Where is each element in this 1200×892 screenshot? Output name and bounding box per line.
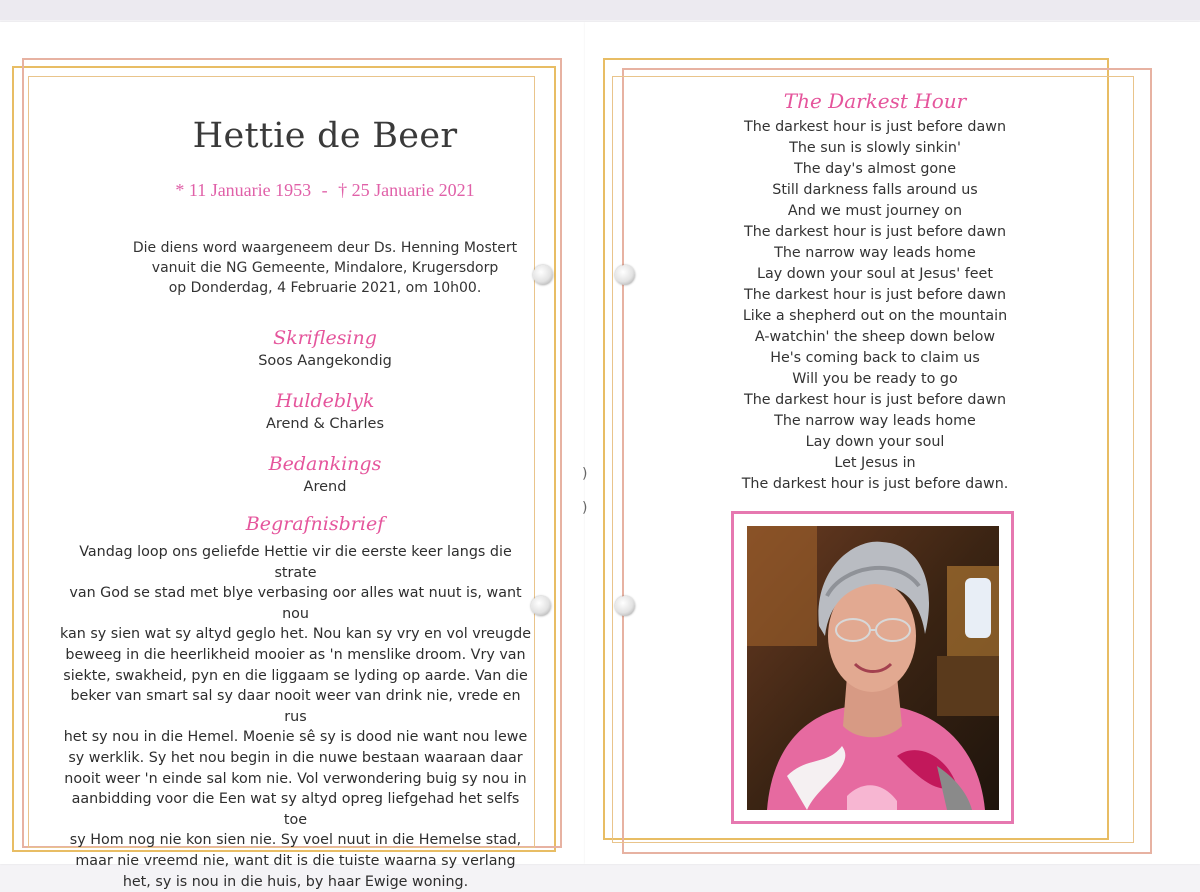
letter-line: beker van smart sal sy daar nooit weer van drink nie, vrede en rus xyxy=(70,688,521,725)
staple-mark: ) xyxy=(582,466,588,482)
poem-line: The darkest hour is just before dawn xyxy=(743,119,1007,135)
letter-line: het, sy is nou in die huis, by haar Ewige woning. xyxy=(122,873,469,890)
section-heading-huldeblyk: Huldeblyk xyxy=(275,390,375,412)
binding-hole xyxy=(533,265,553,285)
letter-line: van God se stad met blye verbasing oor alles wat nuut is, want nou xyxy=(69,585,522,622)
poem-line: The darkest hour is just before dawn xyxy=(743,392,1007,408)
letter-line: het sy nou in die Hemel. Moenie sê sy is dood nie want nou lewe xyxy=(63,729,528,746)
letter-line: kan sy sien wat sy altyd geglo het. Nou kan sy vry en vol vreugde xyxy=(59,626,532,643)
poem-line: A-watchin' the sheep down below xyxy=(754,329,996,345)
poem-line: Lay down your soul xyxy=(805,434,945,450)
service-line: Die diens word waargeneem deur Ds. Henning Mostert xyxy=(132,240,518,256)
poem-line: The darkest hour is just before dawn xyxy=(743,287,1007,303)
portrait-illustration xyxy=(747,526,999,810)
poem-line: The darkest hour is just before dawn. xyxy=(741,476,1009,492)
funeral-letter xyxy=(58,542,533,892)
deceased-name: Hettie de Beer xyxy=(192,116,458,156)
section-value-huldeblyk: Arend & Charles xyxy=(265,416,385,432)
section-value-bedankings: Arend xyxy=(303,479,347,495)
letter-line: sy Hom nog nie kon sien nie. Sy voel nuut in die Hemelse stad, xyxy=(69,832,522,849)
binding-hole xyxy=(531,596,551,616)
letter-line: nooit weer 'n einde sal kom nie. Vol verwondering buig sy nou in xyxy=(64,770,527,787)
section-heading-bedankings: Bedankings xyxy=(268,453,382,475)
poem-line: Will you be ready to go xyxy=(792,371,958,387)
poem-line: Like a shepherd out on the mountain xyxy=(742,308,1008,324)
letter-line: beweeg in die heerlikheid mooier as 'n menslike droom. Vry van xyxy=(65,646,526,663)
binding-hole xyxy=(615,265,635,285)
letter-line: siekte, swakheid, pyn en die liggaam se lyding op aarde. Van die xyxy=(63,667,528,684)
poem-line: The narrow way leads home xyxy=(774,413,976,429)
letter-line: Vandag loop ons geliefde Hettie vir die eerste keer langs die strate xyxy=(79,544,512,581)
life-dates xyxy=(60,180,590,201)
service-line: vanuit die NG Gemeente, Mindalore, Krugersdorp xyxy=(151,260,499,276)
letter-line: aanbidding voor die Een wat sy altyd opreg liefgehad het selfs toe xyxy=(71,791,520,828)
binding-hole xyxy=(615,596,635,616)
poem-line: And we must journey on xyxy=(787,203,963,219)
letter-heading: Begrafnisbrief xyxy=(245,513,385,535)
poem-line: The narrow way leads home xyxy=(774,245,976,261)
poem-title: The Darkest Hour xyxy=(783,89,967,113)
portrait-photo xyxy=(747,526,999,810)
poem-line: The day's almost gone xyxy=(793,161,957,177)
section-value-skriflesing: Soos Aangekondig xyxy=(258,353,392,369)
section-heading-skriflesing: Skriflesing xyxy=(273,327,377,349)
staple-mark: ) xyxy=(582,500,588,516)
service-line: op Donderdag, 4 Februarie 2021, om 10h00. xyxy=(168,280,482,296)
letter-line: sy werklik. Sy het nou begin in die nuwe bestaan waaraan daar xyxy=(68,749,523,766)
poem-line: The sun is slowly sinkin' xyxy=(789,140,961,156)
poem-line: Lay down your soul at Jesus' feet xyxy=(757,266,993,282)
scan-edge xyxy=(0,0,1200,20)
poem-line: The darkest hour is just before dawn xyxy=(743,224,1007,240)
death-date: † 25 Januarie 2021 xyxy=(338,180,475,200)
date-separator: - xyxy=(321,180,328,200)
poem-line: He's coming back to claim us xyxy=(770,350,980,366)
poem-line: Still darkness falls around us xyxy=(772,182,978,198)
poem-line: Let Jesus in xyxy=(834,455,916,471)
poem xyxy=(640,117,1110,495)
birth-date: * 11 Januarie 1953 xyxy=(175,180,312,200)
letter-line: maar nie vreemd nie, want dit is die tuiste waarna sy verlang xyxy=(75,852,516,869)
service-details xyxy=(60,238,590,298)
